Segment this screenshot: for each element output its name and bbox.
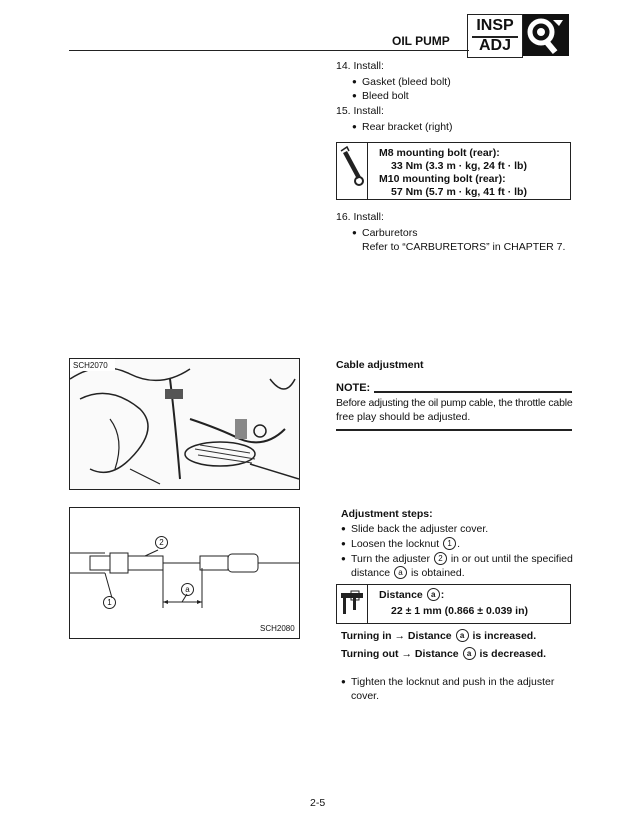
adjustment-step: ● Slide back the adjuster cover.	[351, 522, 488, 536]
cable-adjustment-heading: Cable adjustment	[336, 359, 424, 371]
step-16-title: 16. Install:	[336, 211, 384, 223]
torque-line-1: M8 mounting bolt (rear):	[379, 147, 500, 159]
page-number: 2-5	[310, 797, 326, 809]
torque-line-3: M10 mounting bolt (rear):	[379, 173, 506, 185]
callout-a: a	[180, 583, 195, 596]
note-text-1: Before adjusting the oil pump cable, the throttle cable	[336, 397, 573, 409]
note-rule	[374, 391, 572, 393]
note-end-rule	[336, 429, 572, 431]
turning-out-text: Turning out → Distance a is decreased.	[341, 648, 547, 660]
caliper-icon	[337, 585, 368, 623]
tighten-step-continued: cover.	[351, 690, 380, 702]
torque-wrench-icon	[337, 143, 368, 199]
section-title: OIL PUMP	[392, 34, 450, 48]
adjustment-step-continued: distance a is obtained.	[351, 567, 465, 579]
turning-in-text: Turning in → Distance a is increased.	[341, 630, 537, 642]
adjuster-diagram	[70, 508, 299, 638]
badge-bottom: ADJ	[478, 37, 511, 54]
step-14-item: ● Bleed bolt	[362, 89, 409, 103]
step-16-item: ● Carburetors	[362, 226, 417, 240]
adjustment-step: ● Loosen the locknut 1 .	[351, 537, 460, 551]
step-15-title: 15. Install:	[336, 105, 384, 117]
note-text-2: free play should be adjusted.	[336, 411, 471, 423]
step-14-title: 14. Install:	[336, 60, 384, 72]
torque-spec-box	[336, 142, 571, 200]
tighten-step: ● Tighten the locknut and push in the adjuster	[351, 675, 554, 689]
adjustment-step: ● Turn the adjuster 2 in or out until the specified	[351, 552, 573, 566]
callout-1: 1	[102, 596, 117, 609]
step-15-item: ● Rear bracket (right)	[362, 120, 452, 134]
badge-top: INSP	[476, 17, 514, 34]
callout-2: 2	[154, 536, 169, 549]
distance-label: Distance a :	[379, 589, 445, 601]
adjustment-heading: Adjustment steps:	[341, 508, 433, 520]
distance-value: 22 ± 1 mm (0.866 ± 0.039 in)	[391, 605, 529, 617]
engine-illustration	[70, 359, 299, 489]
note-label: NOTE:	[336, 382, 371, 394]
distance-spec-box	[336, 584, 571, 624]
wrench-magnifier-icon	[523, 14, 569, 56]
step-16-reference: Refer to “CARBURETORS” in CHAPTER 7.	[362, 241, 566, 253]
header-rule	[69, 50, 469, 51]
figure-oil-pump-cable	[69, 358, 300, 490]
figure-code: SCH2080	[260, 624, 295, 633]
insp-adj-badge	[467, 14, 523, 58]
figure-cable-adjuster	[69, 507, 300, 639]
step-14-item: ● Gasket (bleed bolt)	[362, 75, 451, 89]
torque-line-4: 57 Nm (5.7 m · kg, 41 ft · lb)	[391, 186, 527, 198]
figure-code: SCH2070	[73, 361, 108, 370]
torque-line-2: 33 Nm (3.3 m · kg, 24 ft · lb)	[391, 160, 527, 172]
